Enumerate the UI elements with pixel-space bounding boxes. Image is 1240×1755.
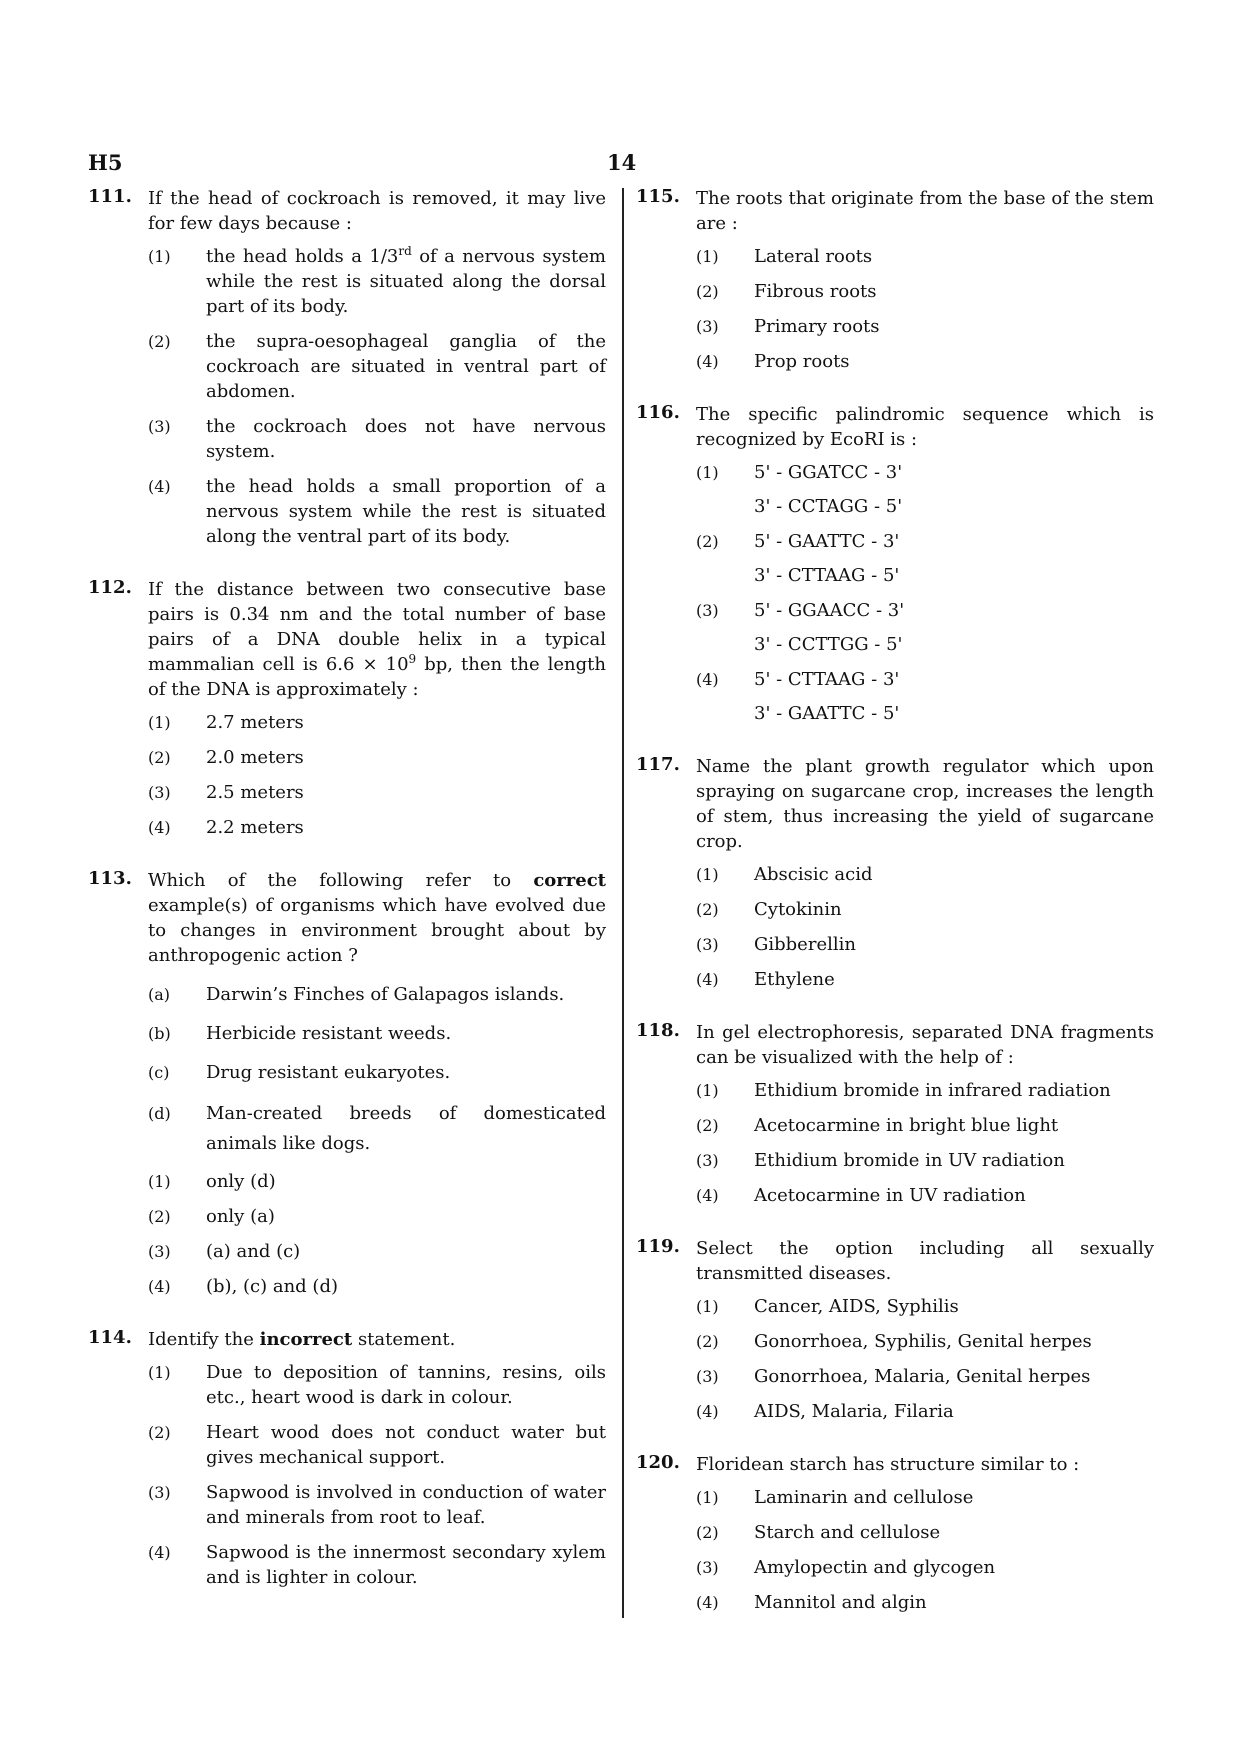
option[interactable] [696,862,1154,887]
question-text: The specific palindromic sequence which is recognized by EcoRI is : [696,404,1154,450]
option-label: (2) [696,1332,719,1351]
question-number: 117. [636,754,680,775]
option[interactable] [696,1399,1154,1424]
option-label: (2) [696,1116,719,1135]
option[interactable] [148,780,606,805]
option-text: the head holds a small proportion of a nervous system while the rest is situated along the ventral part of its body. [206,476,606,547]
option[interactable] [148,329,606,404]
option[interactable] [696,1520,1154,1545]
option-label: (4) [696,1593,719,1612]
option[interactable] [696,349,1154,374]
question-text-part: If the distance between two consecutive base pairs is 0.34 nm and the total number of base pairs of a DNA double helix in a typical mammalian cell is 6.6 × 10 [148,579,606,675]
option-text: Gonorrhoea, Syphilis, Genital herpes [754,1331,1092,1352]
question-number: 119. [636,1236,680,1257]
option-label: (4) [148,1277,171,1296]
option-label: (1) [148,713,171,732]
question-text-part: Identify the [148,1329,260,1350]
option-label: (4) [696,970,719,989]
option-list [148,244,606,549]
option-label: (4) [696,1402,719,1421]
option-label: (3) [148,1483,171,1502]
question-number: 118. [636,1020,680,1041]
option[interactable] [148,1169,606,1194]
sequence-strand-top: 5' - GGATCC - 3' [754,462,903,483]
question-number: 112. [88,577,132,598]
option-label: (2) [696,282,719,301]
question-116 [636,402,1154,726]
option-label: (2) [148,1207,171,1226]
question-text: In gel electrophoresis, separated DNA fragments can be visualized with the help of : [696,1022,1154,1068]
option-label: (4) [696,352,719,371]
option-text: 2.5 meters [206,782,304,803]
question-number: 111. [88,186,132,207]
option-text: Prop roots [754,351,850,372]
question-112 [88,577,606,840]
statement-label: (a) [148,985,171,1004]
option[interactable] [148,1420,606,1470]
question-number: 115. [636,186,680,207]
option-text: (a) and (c) [206,1241,301,1262]
option-list [696,460,1154,726]
statement-text: Darwin’s Finches of Galapagos islands. [206,984,565,1005]
statement [148,1099,606,1159]
option-text: Fibrous roots [754,281,877,302]
option-text: (b), (c) and (d) [206,1276,338,1297]
option[interactable] [696,1183,1154,1208]
option-text: the head holds a 1/3 [206,246,399,267]
statement [148,1021,606,1046]
statement-list [148,982,606,1159]
option-text: only (a) [206,1206,275,1227]
option[interactable] [696,1148,1154,1173]
question-117 [636,754,1154,992]
sequence-strand-bottom: 3' - CCTTGG - 5' [754,634,903,655]
option-label: (1) [148,1172,171,1191]
option[interactable] [696,1485,1154,1510]
question-text [148,1327,606,1352]
option[interactable] [696,314,1154,339]
option-label: (3) [148,417,171,436]
option-label: (1) [696,865,719,884]
option-text: Gonorrhoea, Malaria, Genital herpes [754,1366,1091,1387]
option-text: the supra-oesophageal ganglia of the cockroach are situated in ventral part of abdomen. [206,331,606,402]
question-text: Select the option including all sexually transmitted diseases. [696,1238,1154,1284]
left-column [88,186,606,1618]
option-list [148,710,606,840]
option-label: (1) [696,1488,719,1507]
option[interactable] [696,1294,1154,1319]
option-text: Ethylene [754,969,835,990]
option-text: Heart wood does not conduct water but gives mechanical support. [206,1422,606,1468]
option[interactable] [148,710,606,735]
option-text: Amylopectin and glycogen [754,1557,996,1578]
question-113 [88,868,606,1299]
question-118 [636,1020,1154,1208]
option[interactable] [148,1540,606,1590]
option-label: (4) [148,1543,171,1562]
option-text: Sapwood is the innermost secondary xylem and is lighter in colour. [206,1542,606,1588]
option[interactable] [148,1239,606,1264]
option-text: Mannitol and algin [754,1592,927,1613]
option[interactable] [148,1360,606,1410]
emphasis-word: incorrect [259,1329,353,1350]
option-label: (4) [696,670,719,689]
column-divider [622,188,624,1618]
option-label: (2) [148,332,171,351]
option[interactable] [148,1480,606,1530]
option-text: 2.2 meters [206,817,304,838]
question-number: 116. [636,402,680,423]
statement-text: Herbicide resistant weeds. [206,1023,452,1044]
statement-text: Drug resistant eukaryotes. [206,1062,451,1083]
option[interactable] [696,1555,1154,1580]
option-text: Laminarin and cellulose [754,1487,974,1508]
option-text: Abscisic acid [754,864,873,885]
question-text-part: bp, then the length of the DNA is approximately : [148,654,606,700]
option[interactable] [696,279,1154,304]
option-list [696,862,1154,992]
option-text: Acetocarmine in bright blue light [754,1115,1059,1136]
option[interactable] [696,1590,1154,1615]
right-column [636,186,1154,1643]
option-label: (3) [148,783,171,802]
option-label: (4) [148,818,171,837]
sequence-strand-bottom: 3' - CCTAGG - 5' [754,496,903,517]
option-label: (3) [696,601,719,620]
option-label: (3) [696,1367,719,1386]
option-label: (4) [148,477,171,496]
option-label: (4) [696,1186,719,1205]
option-label: (3) [696,1558,719,1577]
option-text: Ethidium bromide in infrared radiation [754,1080,1111,1101]
option-text: only (d) [206,1171,276,1192]
superscript: rd [398,244,412,258]
statement-label: (c) [148,1063,170,1082]
question-111 [88,186,606,549]
option-text: AIDS, Malaria, Filaria [754,1401,954,1422]
sequence-strand-bottom: 3' - CTTAAG - 5' [754,565,900,586]
option[interactable] [696,932,1154,957]
option-text: Starch and cellulose [754,1522,941,1543]
option[interactable] [148,745,606,770]
option[interactable] [148,474,606,549]
question-text: The roots that originate from the base of the stem are : [696,188,1154,234]
option-label: (1) [148,247,171,266]
paper-code: H5 [88,150,123,175]
option-list [696,1294,1154,1424]
option[interactable] [696,244,1154,269]
option[interactable] [148,414,606,464]
option[interactable] [696,897,1154,922]
option-text: Due to deposition of tannins, resins, oils etc., heart wood is dark in colour. [206,1362,606,1408]
option-list [696,1485,1154,1615]
superscript: 9 [408,652,417,666]
option-text: of a nervous system while the rest is situated along the dorsal part of its body. [206,246,606,317]
option-text: Ethidium bromide in UV radiation [754,1150,1065,1171]
option-label: (1) [696,247,719,266]
statement [148,1060,606,1085]
option[interactable] [696,1329,1154,1354]
option-label: (3) [148,1242,171,1261]
option[interactable] [148,1274,606,1299]
question-text-part: Which of the following refer to [148,870,534,891]
question-115 [636,186,1154,374]
question-text: Floridean starch has structure similar to : [696,1454,1080,1475]
option-text: Lateral roots [754,246,873,267]
question-text: Name the plant growth regulator which upon spraying on sugarcane crop, increases the length of stem, thus increasing the yield of sugarcane crop. [696,756,1154,852]
option[interactable] [696,529,1154,588]
option-text: 2.0 meters [206,747,304,768]
sequence-strand-top: 5' - GAATTC - 3' [754,531,900,552]
option-list [148,1360,606,1590]
option-text: Primary roots [754,316,880,337]
option-label: (2) [148,748,171,767]
option-label: (2) [148,1423,171,1442]
option-label: (1) [148,1363,171,1382]
option-label: (1) [696,1081,719,1100]
option-label: (3) [696,1151,719,1170]
option[interactable] [696,1364,1154,1389]
option-label: (2) [696,1523,719,1542]
question-text [148,868,606,968]
emphasis-word: correct [533,870,606,891]
option-text: the cockroach does not have nervous system. [206,416,606,462]
option[interactable] [696,1078,1154,1103]
option-text: Gibberellin [754,934,856,955]
statement-text: Man-created breeds of domesticated animals like dogs. [206,1103,606,1154]
sequence-strand-top: 5' - GGAACC - 3' [754,600,905,621]
question-number: 114. [88,1327,132,1348]
option-label: (3) [696,317,719,336]
option-text: Acetocarmine in UV radiation [754,1185,1026,1206]
option-list [696,244,1154,374]
statement-label: (b) [148,1024,171,1043]
option-label: (3) [696,935,719,954]
option-text: 2.7 meters [206,712,304,733]
sequence-strand-top: 5' - CTTAAG - 3' [754,669,900,690]
option[interactable] [148,815,606,840]
option-text: Cancer, AIDS, Syphilis [754,1296,959,1317]
option-label: (1) [696,463,719,482]
question-text [148,577,606,702]
option[interactable] [696,1113,1154,1138]
option[interactable] [696,667,1154,726]
sequence-strand-bottom: 3' - GAATTC - 5' [754,703,900,724]
option-list [696,1078,1154,1208]
option-text: Sapwood is involved in conduction of water and minerals from root to leaf. [206,1482,606,1528]
question-120 [636,1452,1154,1615]
option[interactable] [148,1204,606,1229]
option[interactable] [148,244,606,319]
option-list [148,1169,606,1299]
question-114 [88,1327,606,1590]
option-text: Cytokinin [754,899,842,920]
statement [148,982,606,1007]
question-119 [636,1236,1154,1424]
option[interactable] [696,460,1154,519]
question-text: If the head of cockroach is removed, it may live for few days because : [148,188,606,234]
option[interactable] [696,967,1154,992]
option-label: (2) [696,900,719,919]
question-text-part: example(s) of organisms which have evolved due to changes in environment brought about by anthropogenic action ? [148,895,606,966]
option-label: (1) [696,1297,719,1316]
question-number: 120. [636,1452,680,1473]
question-text-part: statement. [352,1329,456,1350]
page-number: 14 [607,150,637,175]
option[interactable] [696,598,1154,657]
option-label: (2) [696,532,719,551]
question-number: 113. [88,868,132,889]
statement-label: (d) [148,1104,171,1123]
